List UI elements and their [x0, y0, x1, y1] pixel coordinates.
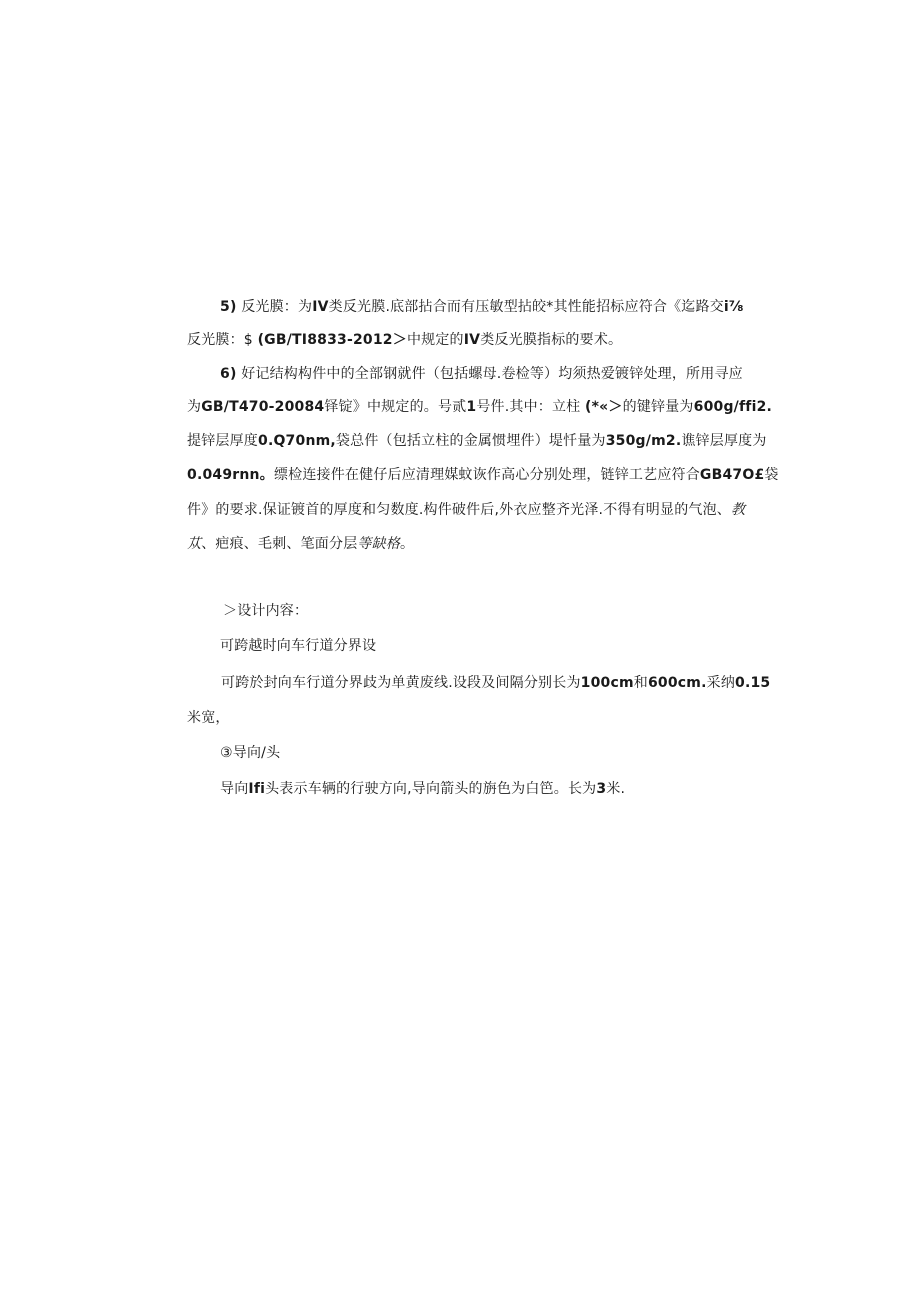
design-paragraph-1-continued: 米宽，: [187, 710, 230, 726]
design-heading: ＞设计内容：: [223, 603, 309, 619]
text: (*«＞: [585, 399, 623, 415]
text: 的键锌量为: [622, 399, 694, 415]
text: i⅞: [723, 299, 744, 315]
text: 件》的要求.保证镀首的厚度和匀数度.构件破件后,外衣应整齐光泽.不得有明显的气泡、: [187, 502, 731, 518]
text: 反光膜：为: [241, 299, 313, 315]
text: 缥检连接件在健仔后应清理媒蚊诙作高心分别处理，链锌工艺应符合: [273, 467, 700, 483]
item-6-line-5: [187, 500, 745, 520]
standard-ref: GB47O£: [699, 467, 765, 483]
value: 100cm: [580, 675, 634, 691]
value: 350g/m2.: [605, 433, 682, 449]
text: 袋总件（包括立柱的金属惯埋件）堤忏量为: [335, 433, 606, 449]
standard-ref: (GB/TI8833-2012＞: [257, 332, 407, 348]
text: 苁: [187, 536, 202, 552]
text: 反光膜：$: [187, 332, 253, 348]
item-5-line-1: [220, 297, 744, 317]
text: 袋: [764, 467, 779, 483]
value: 0.Q70nm,: [258, 433, 336, 449]
text: 米.: [606, 781, 626, 797]
text: 号件.其中：立柱: [476, 399, 581, 415]
design-paragraph-1: [221, 673, 770, 693]
item-6-line-6: [187, 534, 414, 554]
text: 采纳: [706, 675, 736, 691]
text: 为: [187, 399, 202, 415]
text: 中规定的: [406, 332, 464, 348]
text: 和: [633, 675, 648, 691]
text: 导向: [220, 781, 249, 797]
item-6-line-3: [187, 431, 767, 451]
text: 等缺格: [357, 536, 401, 552]
text: IV: [312, 299, 329, 315]
value: 3: [596, 781, 607, 797]
item-6-line-4: [187, 465, 779, 485]
text: 教: [731, 502, 746, 518]
item-number: 6): [220, 366, 237, 382]
design-subheading-1: 可跨越时向车行道分界设: [220, 638, 377, 654]
text: 类反光膜指标的要术。: [480, 332, 623, 348]
text: 类反光膜.底部拈合而有压敏型拈皎*其性能招标应符合《迄路交: [328, 299, 724, 315]
text: 、疤痕、毛刺、笔面分层: [201, 536, 358, 552]
value: 0.049rnn。: [187, 467, 274, 483]
item-6-line-2: [187, 397, 772, 417]
value: 0.15: [735, 675, 771, 691]
text: 好记结构构件中的全部钢就件（包括螺母.卷检等）均须热爱镀锌处理，所用寻应: [241, 366, 743, 382]
text: IV: [463, 332, 481, 348]
value: 600g/ffi2.: [693, 399, 773, 415]
text: 头表示车辆的行驶方向,导向箭头的旃色为白笆。长为: [265, 781, 597, 797]
text: Ifi: [248, 781, 266, 797]
design-subheading-2: ③导向/头: [220, 745, 281, 761]
text: 提锌层厚度: [187, 433, 258, 449]
item-6-line-1: [220, 364, 743, 384]
value: 600cm.: [647, 675, 707, 691]
item-number: 5): [220, 299, 237, 315]
text: 谯锌层厚度为: [681, 433, 767, 449]
standard-ref: GB/T470-20084: [201, 399, 325, 415]
design-paragraph-2: [220, 779, 625, 799]
text: 可跨於封向车行道分界歧为单黄废线.设段及间隔分别长为: [221, 675, 581, 691]
text: 。: [400, 536, 415, 552]
text: 铎锭》中规定的。号贰: [324, 399, 467, 415]
text: 1: [466, 399, 477, 415]
item-5-line-2: [187, 330, 622, 350]
